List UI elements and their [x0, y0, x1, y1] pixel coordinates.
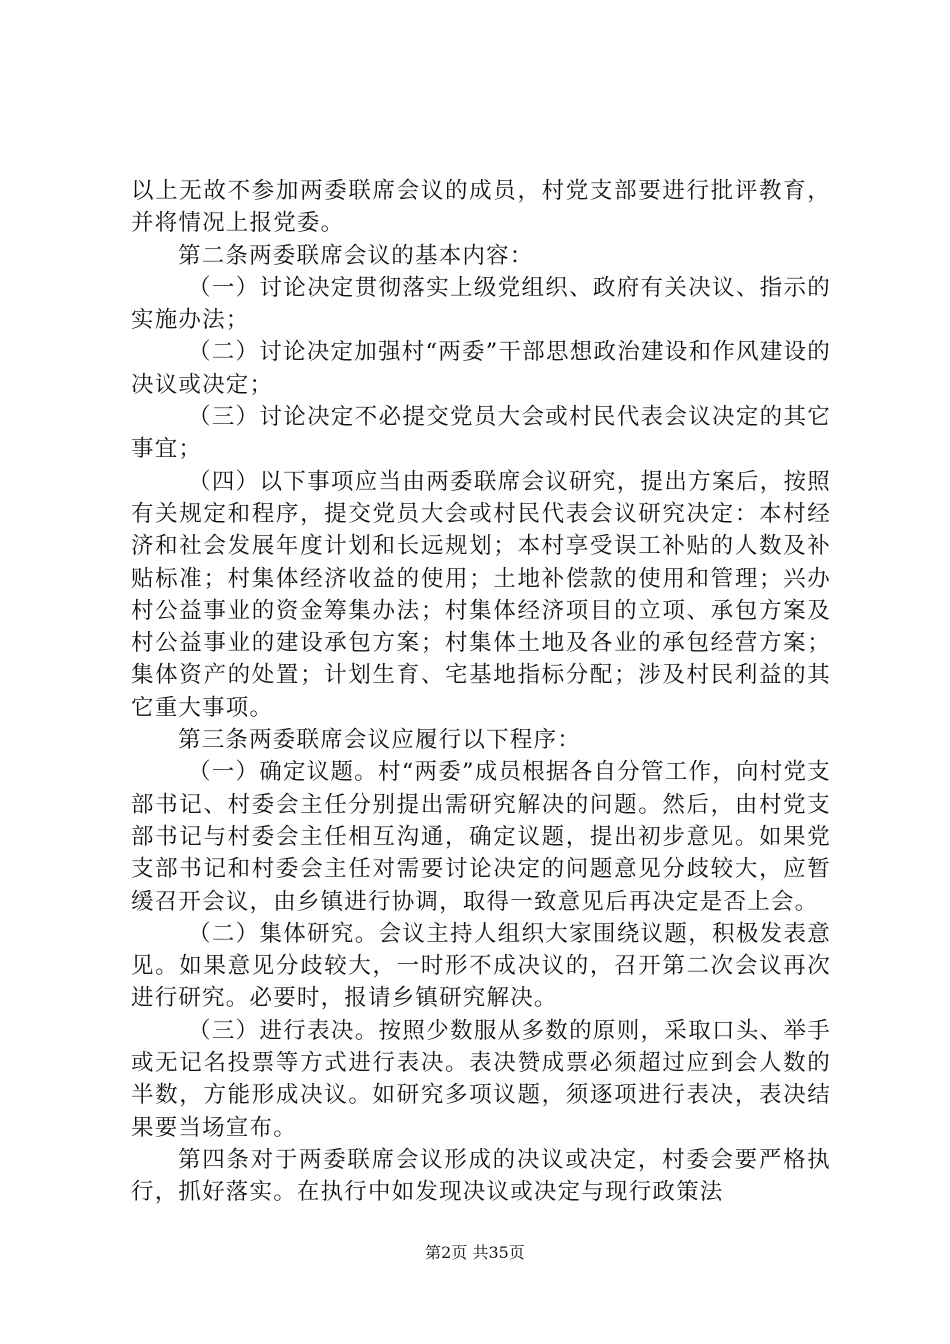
paragraph-article-2-item-3: （三）讨论决定不必提交党员大会或村民代表会议决定的其它事宜；	[131, 404, 831, 463]
paragraph-article-3-item-1: （一）确定议题。村“两委”成员根据各自分管工作，向村党支部书记、村委会主任分别提出需研究解决的问题。然后，由村党支部书记与村委会主任相互沟通，确定议题，提出初步意见。如果党支部书记和村委会主任对需要讨论决定的问题意见分歧较大，应暂缓召开会议，由乡镇进行协调，取得一致意见后再决定是否上会。	[131, 759, 831, 915]
paragraph-article-3-title: 第三条两委联席会议应履行以下程序：	[178, 727, 581, 754]
paragraph-article-2-item-4: （四）以下事项应当由两委联席会议研究，提出方案后，按照有关规定和程序，提交党员大会或村民代表会议研究决定：本村经济和社会发展年度计划和长远规划；本村享受误工补贴的人数及补贴标准；村集体经济收益的使用；土地补偿款的使用和管理；兴办村公益事业的资金筹集办法；村集体经济项目的立项、承包方案及村公益事业的建设承包方案；村集体土地及各业的承包经营方案；集体资产的处置；计划生育、宅基地指标分配；涉及村民利益的其它重大事项。	[131, 468, 831, 721]
document-body	[131, 175, 831, 1209]
paragraph-article-4: 第四条对于两委联席会议形成的决议或决定，村委会要严格执行，抓好落实。在执行中如发现决议或决定与现行政策法	[131, 1146, 831, 1206]
paragraph-article-2-item-2: （二）讨论决定加强村“两委”干部思想政治建设和作风建设的决议或决定；	[131, 339, 831, 398]
paragraph-article-3-item-3: （三）进行表决。按照少数服从多数的原则，采取口头、举手或无记名投票等方式进行表决。表决赞成票必须超过应到会人数的半数，方能形成决议。如研究多项议题，须逐项进行表决，表决结果要当场宣布。	[131, 1017, 831, 1141]
paragraph-article-2-item-1: （一）讨论决定贯彻落实上级党组织、政府有关决议、指示的实施办法；	[131, 274, 831, 334]
paragraph-continuation: 以上无故不参加两委联席会议的成员，村党支部要进行批评教育，并将情况上报党委。	[131, 178, 831, 237]
paragraph-article-3-item-2: （二）集体研究。会议主持人组织大家围绕议题，积极发表意见。如果意见分歧较大，一时形不成决议的，召开第二次会议再次进行研究。必要时，报请乡镇研究解决。	[131, 920, 831, 1012]
page-number-footer: 第2页 共35页	[425, 1243, 525, 1262]
paragraph-article-2-title: 第二条两委联席会议的基本内容：	[178, 242, 534, 269]
